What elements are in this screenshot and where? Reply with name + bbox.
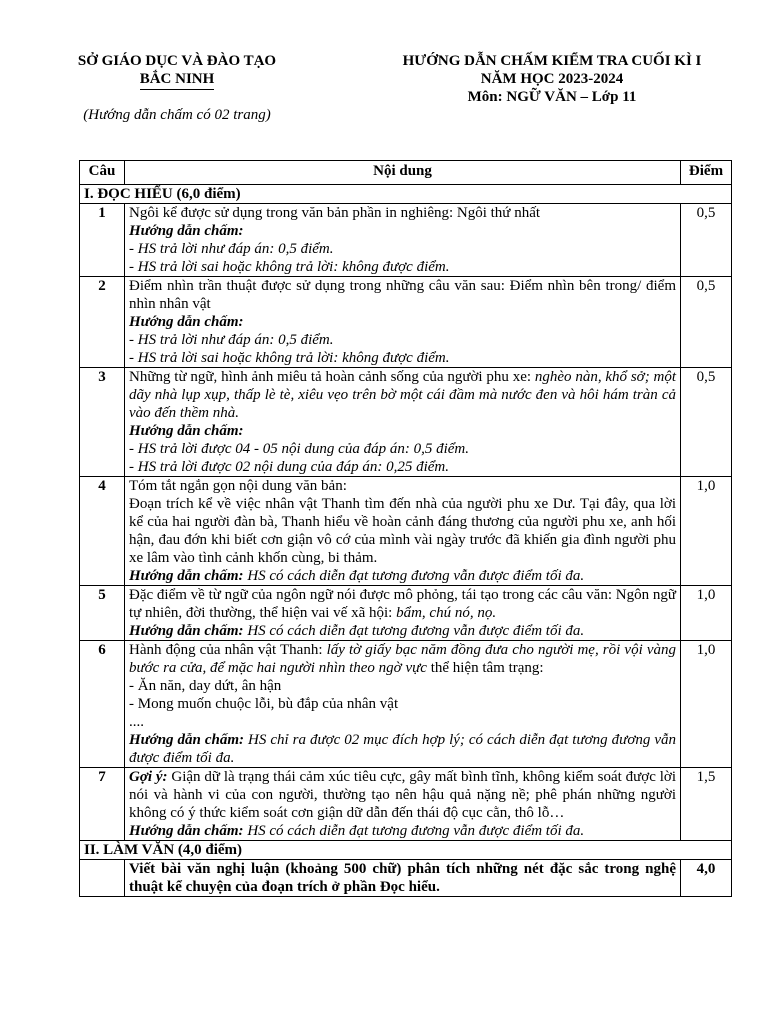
title-line3: Môn: NGỮ VĂN – Lớp 11 bbox=[467, 89, 637, 105]
hint-label: Gợi ý: bbox=[129, 769, 168, 785]
table-row bbox=[80, 477, 732, 586]
score: 4,0 bbox=[681, 860, 732, 897]
guide-line bbox=[129, 822, 676, 840]
table-row bbox=[80, 204, 732, 277]
answer-text bbox=[129, 586, 676, 622]
answer-quote: nghèo nàn, khổ sở; một dãy nhà lụp xụp, thấp lè tè, xiêu vẹo trên bờ một cái đầm mà nước đen và hôi hám tràn cả vào đến thềm nhà. bbox=[129, 369, 676, 421]
guide-label: Hướng dẫn chấm: bbox=[129, 314, 244, 330]
essay-prompt: Viết bài văn nghị luận (khoảng 500 chữ) phân tích những nét đặc sắc trong nghệ thuật kể chuyện của đoạn trích ở phần Đọc hiểu. bbox=[125, 860, 681, 897]
guide-item: - HS trả lời được 04 - 05 nội dung của đáp án: 0,5 điểm. bbox=[129, 441, 469, 457]
question-number: 5 bbox=[80, 586, 125, 641]
col-header-cau: Câu bbox=[80, 161, 125, 185]
bullet-item: - Ăn năn, day dứt, ân hận bbox=[129, 678, 282, 694]
answer-quote: bẩm, chú nó, nọ. bbox=[396, 605, 497, 621]
guide-item: - HS trả lời như đáp án: 0,5 điểm. bbox=[129, 332, 334, 348]
answer-text: Điểm nhìn trần thuật được sử dụng trong những câu văn sau: Điểm nhìn bên trong/ điểm nhìn nhân vật bbox=[129, 278, 676, 312]
table-row bbox=[80, 586, 732, 641]
section-title: I. ĐỌC HIỂU (6,0 điểm) bbox=[80, 185, 732, 204]
answer-text: Ngôi kể được sử dụng trong văn bản phần in nghiêng: Ngôi thứ nhất bbox=[129, 205, 541, 221]
question-number: 4 bbox=[80, 477, 125, 586]
question-number: 1 bbox=[80, 204, 125, 277]
score: 0,5 bbox=[681, 368, 732, 477]
answer-lead: Những từ ngữ, hình ảnh miêu tả hoàn cảnh sống của người phu xe: bbox=[129, 369, 535, 385]
hint-text bbox=[129, 768, 676, 822]
question-content bbox=[125, 204, 681, 277]
question-content bbox=[125, 277, 681, 368]
score: 1,5 bbox=[681, 768, 732, 841]
guide-label: Hướng dẫn chấm: bbox=[129, 568, 244, 584]
guide-line bbox=[129, 567, 676, 585]
empty-cell bbox=[80, 860, 125, 897]
doc-title bbox=[360, 52, 744, 106]
score: 1,0 bbox=[681, 477, 732, 586]
table-row bbox=[80, 368, 732, 477]
org-line2: BẮC NINH bbox=[140, 70, 215, 90]
org-line1: SỞ GIÁO DỤC VÀ ĐÀO TẠO bbox=[77, 53, 277, 69]
score: 0,5 bbox=[681, 204, 732, 277]
score: 1,0 bbox=[681, 586, 732, 641]
answer-tail: thể hiện tâm trạng: bbox=[426, 660, 544, 676]
question-number: 2 bbox=[80, 277, 125, 368]
question-number: 6 bbox=[80, 641, 125, 768]
section-row-doc-hieu bbox=[80, 185, 732, 204]
title-line1: HƯỚNG DẪN CHẤM KIỂM TRA CUỐI KÌ I bbox=[402, 53, 702, 69]
score: 0,5 bbox=[681, 277, 732, 368]
guide-label: Hướng dẫn chấm: bbox=[129, 223, 244, 239]
question-content bbox=[125, 641, 681, 768]
section-row-lam-van bbox=[80, 841, 732, 860]
guide-label: Hướng dẫn chấm: bbox=[129, 623, 244, 639]
guide-label: Hướng dẫn chấm: bbox=[129, 823, 244, 839]
table-row bbox=[80, 768, 732, 841]
page-count-note: (Hướng dẫn chấm có 02 trang) bbox=[83, 107, 271, 123]
col-header-noidung: Nội dung bbox=[125, 161, 681, 185]
org-header bbox=[50, 52, 304, 90]
section-title: II. LÀM VĂN (4,0 điểm) bbox=[80, 841, 732, 860]
hint-body: Giận dữ là trạng thái cảm xúc tiêu cực, gây mất bình tĩnh, không kiểm soát được lời nói và hành vi của con người, thường tạo nên hậu quả nặng nề; phê phán những người không có ý thức kiểm soát cơn giận dữ dẫn đến thái độ cục cằn, thô lỗ… bbox=[129, 769, 676, 821]
answer-text bbox=[129, 641, 676, 677]
title-line2: NĂM HỌC 2023-2024 bbox=[480, 71, 624, 87]
guide-line bbox=[129, 622, 676, 640]
bullet-item: .... bbox=[129, 714, 144, 730]
answer-lead: Tóm tắt ngắn gọn nội dung văn bản: bbox=[129, 478, 347, 494]
table-row bbox=[80, 277, 732, 368]
answer-lead: Đặc điểm về từ ngữ của ngôn ngữ nói được mô phỏng, tái tạo trong các câu văn: Ngôn ngữ tự nhiên, đời thường, thể hiện vai vế xã hội: bbox=[129, 587, 676, 621]
answer-text bbox=[129, 368, 676, 422]
question-content bbox=[125, 586, 681, 641]
answer-quote: lấy tờ giấy bạc năm đồng đưa cho người mẹ, rồi vội vàng bước ra cửa, để mặc hai người nhìn theo ngờ vực bbox=[129, 642, 676, 676]
guide-text: HS có cách diễn đạt tương đương vẫn được điểm tối đa. bbox=[243, 568, 585, 584]
grading-table bbox=[79, 160, 732, 897]
guide-text: HS có cách diễn đạt tương đương vẫn được điểm tối đa. bbox=[243, 623, 585, 639]
table-header-row bbox=[80, 161, 732, 185]
score: 1,0 bbox=[681, 641, 732, 768]
question-content bbox=[125, 768, 681, 841]
guide-item: - HS trả lời như đáp án: 0,5 điểm. bbox=[129, 241, 334, 257]
guide-item: - HS trả lời được 02 nội dung của đáp án: 0,25 điểm. bbox=[129, 459, 449, 475]
guide-item: - HS trả lời sai hoặc không trả lời: không được điểm. bbox=[129, 350, 450, 366]
col-header-diem: Điểm bbox=[681, 161, 732, 185]
question-content bbox=[125, 368, 681, 477]
question-number: 7 bbox=[80, 768, 125, 841]
answer-text: Đoạn trích kể về việc nhân vật Thanh tìm đến nhà của người phu xe Dư. Tại đây, qua lời kể của hai người đàn bà, Thanh hiểu về hoàn cảnh đáng thương của người phu xe, anh hối hận, đau đớn khi biết cơn giận vô cớ của mình vài ngày trước đã khiến gia đình người phu xe lâm vào tình cảnh khốn cùng, bi thảm. bbox=[129, 496, 676, 566]
question-number: 3 bbox=[80, 368, 125, 477]
question-content bbox=[125, 477, 681, 586]
guide-line bbox=[129, 731, 676, 767]
table-row bbox=[80, 641, 732, 768]
answer-lead: Hành động của nhân vật Thanh: bbox=[129, 642, 327, 658]
guide-text: HS có cách diễn đạt tương đương vẫn được điểm tối đa. bbox=[243, 823, 585, 839]
guide-item: - HS trả lời sai hoặc không trả lời: không được điểm. bbox=[129, 259, 450, 275]
bullet-item: - Mong muốn chuộc lỗi, bù đắp của nhân vật bbox=[129, 696, 399, 712]
guide-label: Hướng dẫn chấm: bbox=[129, 423, 244, 439]
table-row bbox=[80, 860, 732, 897]
guide-label: Hướng dẫn chấm: bbox=[129, 732, 245, 748]
guide-text: HS chỉ ra được 02 mục đích hợp lý; có cách diễn đạt tương đương vẫn được điểm tối đa. bbox=[129, 732, 676, 766]
